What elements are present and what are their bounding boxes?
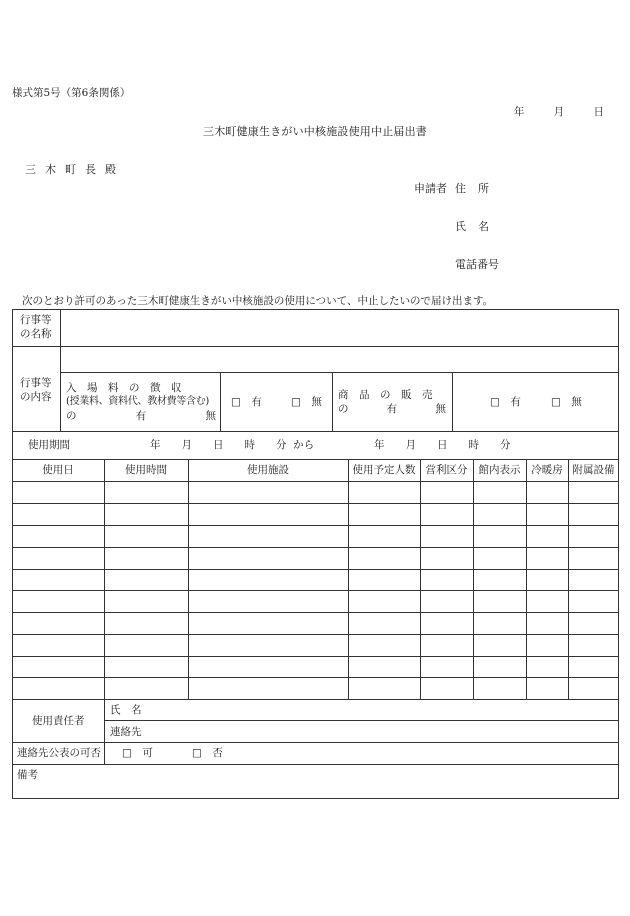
col-header-people: 使用予定人数 <box>352 464 416 476</box>
divider <box>188 459 189 699</box>
addressee: 三木町長殿 <box>25 163 125 176</box>
event-name-label: 行事等 の名称 <box>20 314 52 340</box>
col-header-date: 使用日 <box>42 464 74 476</box>
divider <box>104 699 105 742</box>
disclosure-label: 連絡先公表の可否 <box>17 747 101 759</box>
name-label: 氏名 <box>455 220 501 233</box>
divider <box>348 459 349 699</box>
sales-yes-checkbox[interactable]: □ 有 <box>490 396 521 408</box>
divider <box>473 459 474 699</box>
period-to[interactable]: 年 月 日 時 分 <box>374 439 511 451</box>
divider <box>526 459 527 699</box>
event-name-field[interactable] <box>61 310 618 346</box>
responsible-name-label: 氏 名 <box>110 704 142 716</box>
date-line <box>492 104 604 119</box>
period-label: 使用期間 <box>28 439 70 451</box>
col-header-facility: 使用施設 <box>247 464 289 476</box>
divider <box>452 372 453 431</box>
period-from[interactable]: 年 月 日 時 分 から <box>150 439 315 451</box>
divider <box>220 372 221 431</box>
sales-label: 商 品 の 販 売 の 有 無 <box>338 389 446 415</box>
admission-label: 入 場 料 の 徴 収 (授業料、資料代、教材費等含む) の 有 無 <box>66 382 216 422</box>
applicant-label: 申請者 <box>414 182 447 195</box>
col-header-equipment: 附属設備 <box>572 464 615 476</box>
divider <box>60 372 619 373</box>
phone-label: 電話番号 <box>455 258 499 271</box>
responsible-contact-label: 連絡先 <box>110 726 142 738</box>
event-content-label: 行事等 の内容 <box>20 377 52 403</box>
col-header-profit: 営利区分 <box>425 464 468 476</box>
form-number: 様式第5号（第6条関係） <box>12 87 131 99</box>
col-header-time: 使用時間 <box>125 464 167 476</box>
divider <box>568 459 569 699</box>
date-day: 日 <box>593 106 604 118</box>
divider <box>104 459 105 699</box>
remarks-field[interactable] <box>13 783 618 798</box>
disclosure-no-checkbox[interactable]: □ 否 <box>192 747 223 759</box>
intro-text: 次のとおり許可のあった三木町健康生きがい中核施設の使用について、中止したいので届け出ます。 <box>22 295 494 307</box>
page-title: 三木町健康生きがい中核施設使用中止届出書 <box>203 125 427 138</box>
admission-no-checkbox[interactable]: □ 無 <box>291 396 322 408</box>
divider <box>332 372 333 431</box>
date-month: 月 <box>553 106 565 118</box>
divider <box>12 764 619 765</box>
event-content-field[interactable] <box>61 347 618 372</box>
disclosure-yes-checkbox[interactable]: □ 可 <box>122 747 153 759</box>
divider <box>104 742 105 764</box>
divider <box>104 720 619 721</box>
col-header-display: 館内表示 <box>478 464 521 476</box>
admission-yes-checkbox[interactable]: □ 有 <box>231 396 262 408</box>
address-label: 住所 <box>455 182 501 195</box>
responsible-label: 使用責任者 <box>32 715 85 727</box>
remarks-label: 備考 <box>17 769 38 781</box>
col-header-aircon: 冷暖房 <box>531 464 563 476</box>
divider <box>420 459 421 699</box>
sales-no-checkbox[interactable]: □ 無 <box>551 396 582 408</box>
divider <box>12 431 619 432</box>
date-year: 年 <box>513 106 525 118</box>
